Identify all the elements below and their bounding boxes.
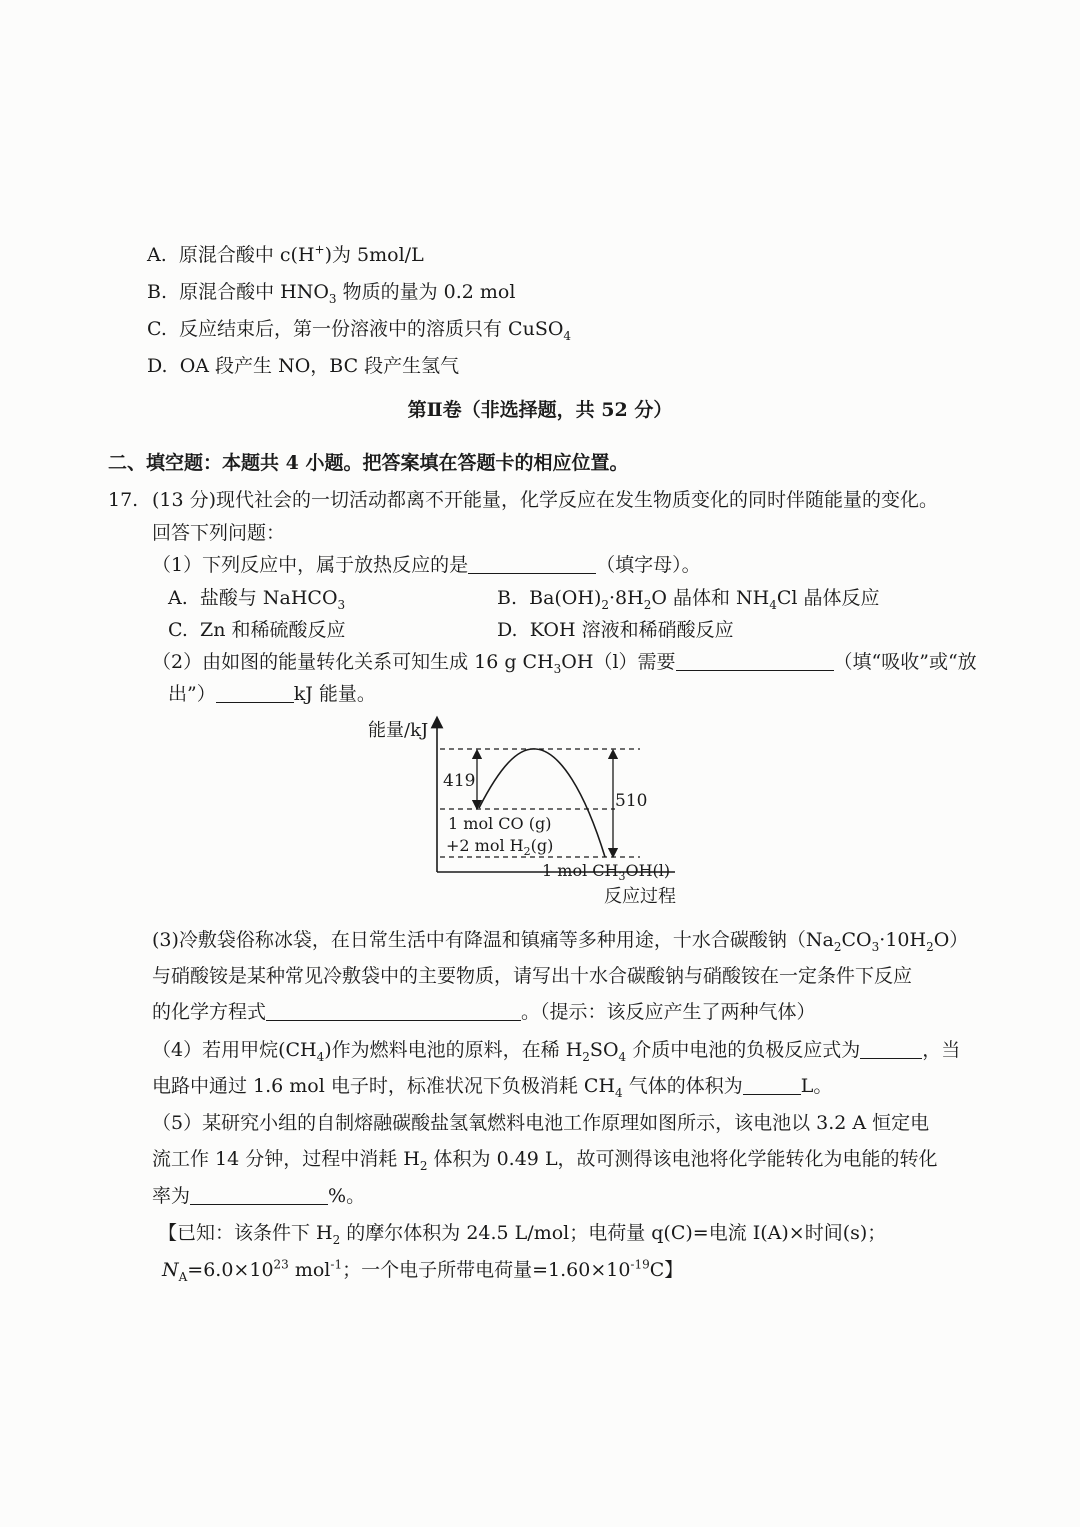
total-label: 510 bbox=[615, 791, 648, 811]
q17-option-d: D. KOH 溶液和稀硝酸反应 bbox=[497, 619, 734, 641]
q17-intro: (13 分)现代社会的一切活动都离不开能量，化学反应在发生物质变化的同时伴随能量的变化。 bbox=[152, 489, 939, 511]
energy-diagram bbox=[360, 712, 700, 912]
y-axis-label: 能量/kJ bbox=[368, 720, 429, 741]
answer-blank[interactable] bbox=[266, 1000, 521, 1021]
option-b: B. 原混合酸中 $HNO_3$ 物质的量为 0.2 mol bbox=[147, 281, 516, 306]
answer-blank[interactable] bbox=[860, 1038, 922, 1059]
q17-part1-stem: （1）下列反应中，属于放热反应的是 （填字母）。 bbox=[152, 554, 701, 576]
section-title: 第Ⅱ卷（非选择题，共 52 分） bbox=[407, 399, 673, 421]
q17-part3-line3: 的化学方程式 。（提示：该反应产生了两种气体） bbox=[152, 1001, 816, 1023]
reactant-label-1: 1 mol CO (g) bbox=[448, 814, 552, 833]
answer-blank[interactable] bbox=[190, 1184, 328, 1205]
known-line1: 【已知：该条件下 $H_2$ 的摩尔体积为 24.5 L/mol；电荷量 q(C)=电流 I(A)×时间(s)； bbox=[158, 1222, 887, 1247]
q17-number: 17. bbox=[108, 489, 139, 511]
q17-part3-line1: (3)冷敷袋俗称冰袋，在日常生活中有降温和镇痛等多种用途，十水合碳酸钠$(Na_2CO_3\cdot 10H_2O)$ bbox=[152, 929, 969, 954]
known-line2: $N_A=6.0\times 10^{23}$ mol$^{-1}$；一个电子所带电荷量$=1.60\times 10^{-19}C$】 bbox=[162, 1257, 684, 1284]
product-label: 1 mol $CH_3OH(l)$ bbox=[542, 861, 671, 883]
option-c: C. 反应结束后，第一份溶液中的溶质只有 CuSO$_4$ bbox=[147, 318, 572, 343]
q17-option-c: C. Zn 和稀硫酸反应 bbox=[168, 619, 346, 641]
q17-part4-line1: （4）若用甲烷$(CH_4)$作为燃料电池的原料，在稀 $H_2SO_4$ 介质中电池的负极反应式为 ，当 bbox=[152, 1039, 961, 1064]
q17-part3-line2: 与硝酸铵是某种常见冷敷袋中的主要物质，请写出十水合碳酸钠与硝酸铵在一定条件下反应 bbox=[152, 965, 913, 987]
option-a: A. 原混合酸中 c(H+)为 5mol/L bbox=[147, 242, 424, 266]
q17-part2-line2: 出”） kJ 能量。 bbox=[168, 683, 376, 705]
answer-blank[interactable] bbox=[743, 1074, 801, 1095]
section-heading: 二、填空题：本题共 4 小题。把答案填在答题卡的相应位置。 bbox=[108, 452, 629, 474]
q17-option-a: A. 盐酸与 NaHCO$_3$ bbox=[168, 587, 346, 612]
reactant-label-2: +2 mol $H_2(g)$ bbox=[446, 836, 554, 858]
q17-part4-line2: 电路中通过 1.6 mol 电子时，标准状况下负极消耗 $CH_4$ 气体的体积为 L。 bbox=[152, 1075, 833, 1100]
ea-label: 419 bbox=[443, 771, 476, 791]
answer-blank[interactable] bbox=[216, 682, 294, 703]
x-axis-label: 反应过程 bbox=[604, 886, 676, 907]
option-d: D. OA 段产生 NO，BC 段产生氢气 bbox=[147, 355, 460, 377]
q17-intro-2: 回答下列问题： bbox=[152, 522, 286, 544]
answer-blank[interactable] bbox=[468, 553, 596, 574]
q17-part2-line1: （2）由如图的能量转化关系可知生成 16 g $CH_3OH(l)$需要 （填“吸收”或“放 bbox=[152, 651, 977, 676]
q17-part5-line1: （5）某研究小组的自制熔融碳酸盐氢氧燃料电池工作原理如图所示，该电池以 3.2 A 恒定电 bbox=[152, 1112, 930, 1134]
q17-part5-line3: 率为 %。 bbox=[152, 1185, 366, 1207]
answer-blank[interactable] bbox=[676, 650, 834, 671]
q17-part5-line2: 流工作 14 分钟，过程中消耗 $H_2$ 体积为 0.49 L，故可测得该电池将化学能转化为电能的转化 bbox=[152, 1148, 938, 1173]
q17-option-b: B. $Ba(OH)_2\cdot 8H_2O$ 晶体和 $NH_4Cl$ 晶体反应 bbox=[497, 587, 880, 612]
